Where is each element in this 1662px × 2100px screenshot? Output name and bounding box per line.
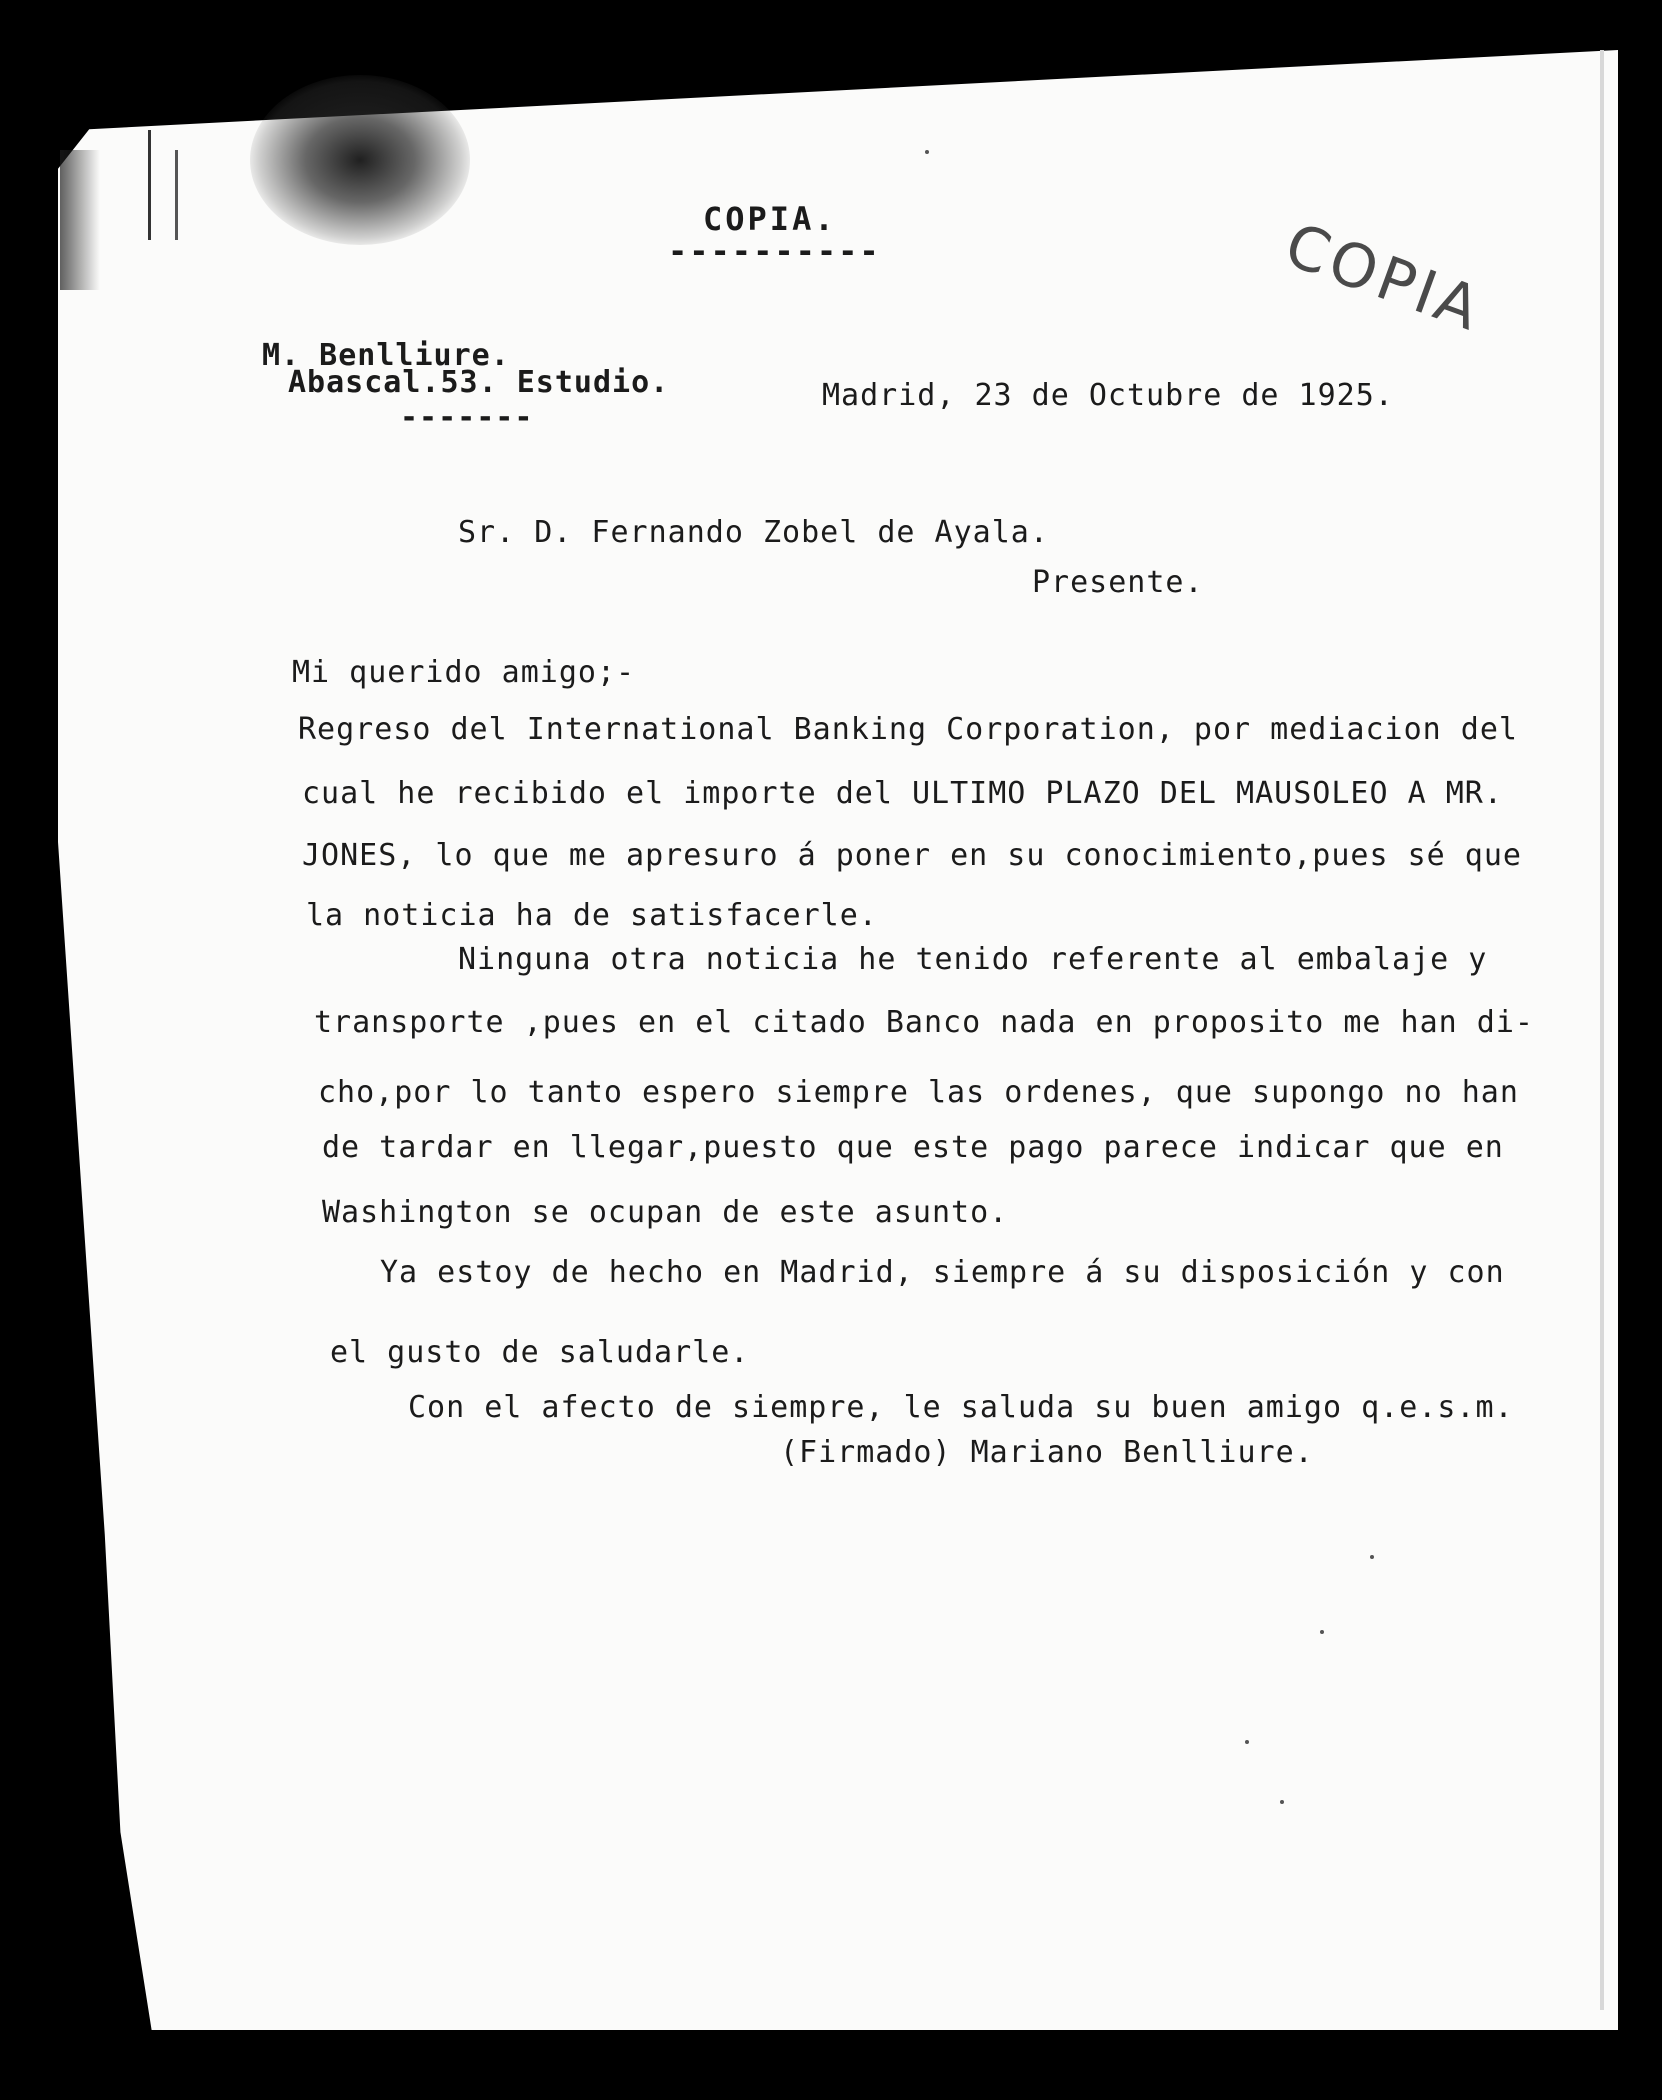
- signature-line: (Firmado) Mariano Benlliure.: [780, 1435, 1314, 1470]
- sender-address: Abascal.53. Estudio.: [288, 365, 670, 400]
- salutation: Mi querido amigo;-: [292, 655, 636, 690]
- addressee-presente: Presente.: [1032, 565, 1204, 600]
- speck: [1320, 1630, 1324, 1634]
- sender-underline: -------: [400, 400, 534, 435]
- body-line: Regreso del International Banking Corporation, por mediacion del: [298, 712, 1518, 747]
- body-line: la noticia ha de satisfacerle.: [306, 898, 878, 933]
- letter-date: Madrid, 23 de Octubre de 1925.: [822, 378, 1394, 413]
- body-line: el gusto de saludarle.: [330, 1335, 750, 1370]
- body-line: JONES, lo que me apresuro á poner en su conocimiento,pues sé que: [302, 838, 1522, 873]
- edge-smudge: [60, 150, 100, 290]
- body-line: Ninguna otra noticia he tenido referente al embalaje y: [458, 942, 1488, 977]
- body-line: cho,por lo tanto espero siempre las ordenes, que supongo no han: [318, 1075, 1519, 1110]
- addressee-name: Sr. D. Fernando Zobel de Ayala.: [458, 515, 1049, 550]
- margin-mark: [148, 130, 157, 240]
- title-underline: ----------: [668, 232, 881, 270]
- body-line: transporte ,pues en el citado Banco nada en proposito me han di-: [314, 1005, 1534, 1040]
- speck: [925, 150, 929, 154]
- copia-stamp: COPIA: [1276, 210, 1492, 346]
- body-line: Washington se ocupan de este asunto.: [322, 1195, 1009, 1230]
- sender-name: M. Benlliure.: [262, 338, 510, 373]
- paper-edge: [1600, 50, 1604, 2010]
- ink-smudge: [250, 75, 470, 245]
- document-title: COPIA.: [703, 200, 837, 238]
- speck: [1245, 1740, 1249, 1744]
- speck: [1370, 1555, 1374, 1559]
- closing-line: Con el afecto de siempre, le saluda su buen amigo q.e.s.m.: [408, 1390, 1514, 1425]
- body-line: de tardar en llegar,puesto que este pago parece indicar que en: [322, 1130, 1504, 1165]
- margin-mark: [175, 150, 184, 240]
- body-line: cual he recibido el importe del ULTIMO PLAZO DEL MAUSOLEO A MR.: [302, 776, 1503, 811]
- body-line: Ya estoy de hecho en Madrid, siempre á su disposición y con: [380, 1255, 1505, 1290]
- speck: [1280, 1800, 1284, 1804]
